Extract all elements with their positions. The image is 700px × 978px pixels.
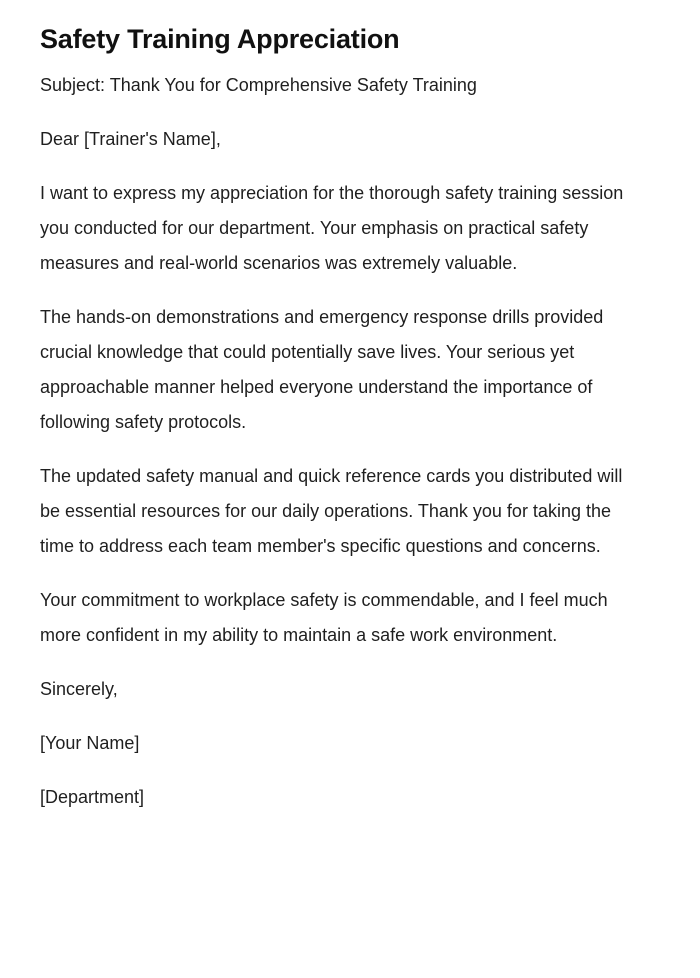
signature-department: [Department] [40, 787, 145, 807]
subject-line: Subject: Thank You for Comprehensive Safety Training [40, 75, 477, 95]
body-paragraph-3: The updated safety manual and quick reference cards you distributed will be essential resources for our daily operations. Thank you for taking the time to address each team member's specific questions and concerns. [40, 466, 623, 556]
signature-name: [Your Name] [40, 733, 140, 753]
body-paragraph-2: The hands-on demonstrations and emergency response drills provided crucial knowledge that could potentially save lives. Your serious yet approachable manner helped everyone understand the importance of following safety protocols. [40, 307, 604, 432]
body-paragraph-1: I want to express my appreciation for the thorough safety training session you conducted for our department. Your emphasis on practical safety measures and real-world scenarios was extremely valuable. [40, 183, 624, 273]
salutation: Dear [Trainer's Name], [40, 129, 221, 149]
closing: Sincerely, [40, 679, 118, 699]
page-title: Safety Training Appreciation [40, 24, 400, 54]
body-paragraph-4: Your commitment to workplace safety is commendable, and I feel much more confident in my ability to maintain a safe work environment. [40, 590, 608, 645]
document-body [40, 68, 642, 815]
